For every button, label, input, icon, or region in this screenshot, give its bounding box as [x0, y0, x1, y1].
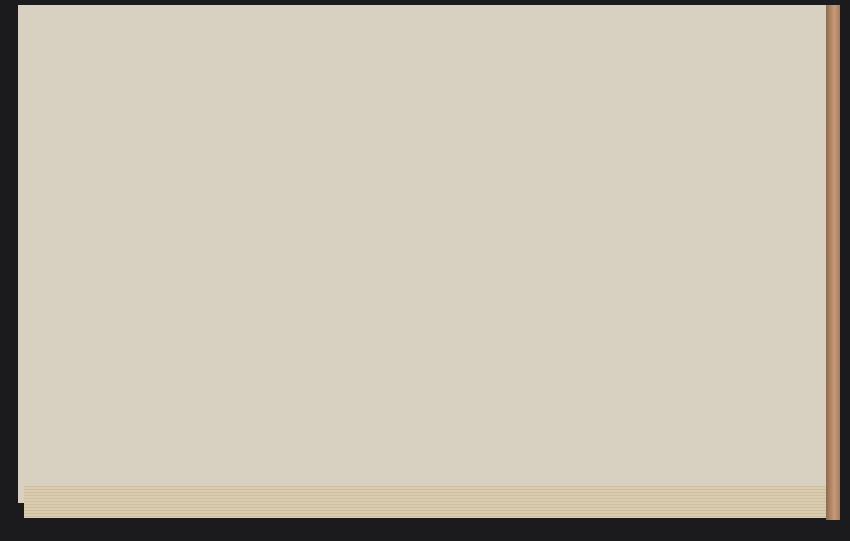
page-edges [24, 486, 830, 518]
paper-sheet [18, 5, 830, 503]
book-spine [826, 5, 840, 520]
